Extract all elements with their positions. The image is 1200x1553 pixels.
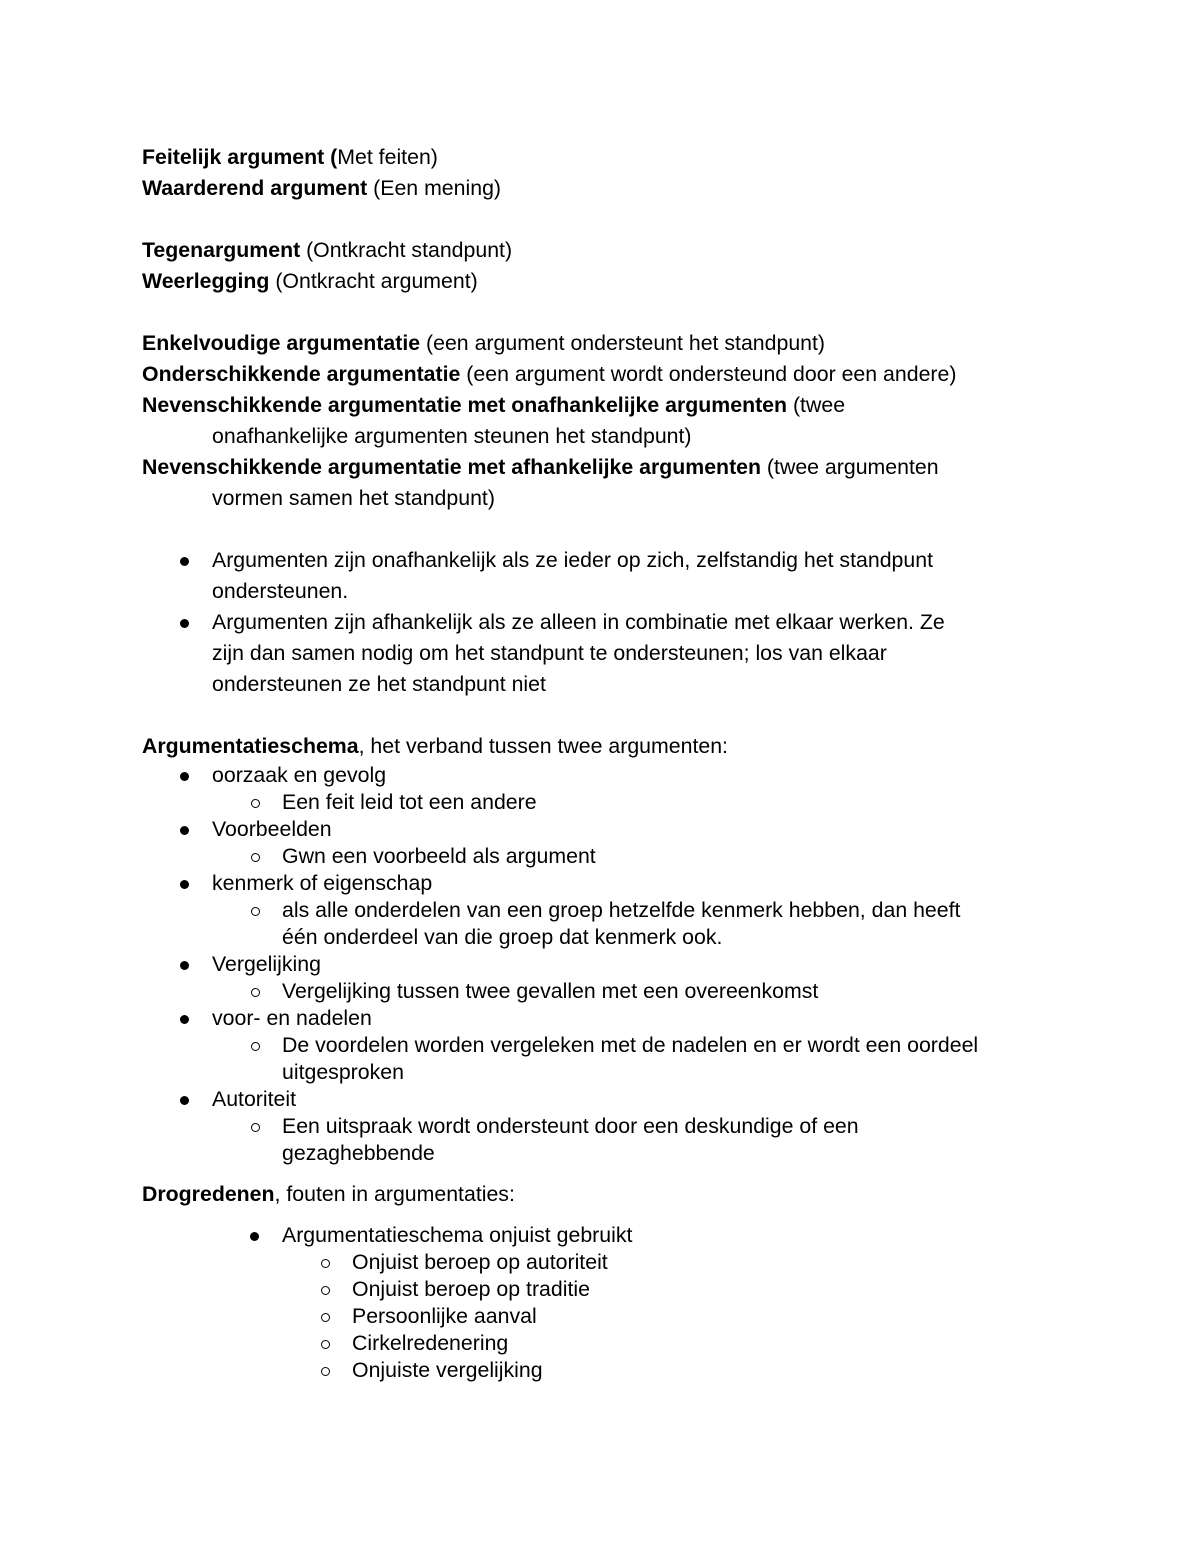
sub-list-item-continuation: één onderdeel van die groep dat kenmerk ook. [282,925,723,949]
section-heading-argumentatieschema [142,731,1062,762]
circle-bullet-icon [321,1367,330,1376]
definition-onderschikkend [142,359,1062,390]
sub-list-item: Onjuist beroep op traditie [142,1276,1062,1303]
sub-list-item: Een feit leid tot een andere [142,789,1062,816]
circle-bullet-icon [251,853,260,862]
circle-bullet-icon [251,907,260,916]
definition-tegenargument [142,235,1062,266]
bullet-icon [180,880,189,889]
description: , het verband tussen twee argumenten: [358,734,728,758]
definition-feitelijk [142,142,1062,173]
term: Nevenschikkende argumentatie met onafhankelijke argumenten [142,393,788,417]
description: onafhankelijke argumenten steunen het standpunt) [212,424,692,448]
term: Enkelvoudige argumentatie [142,331,421,355]
document-page [142,142,1062,1384]
description: Met feiten) [337,145,438,169]
circle-bullet-icon [251,1123,260,1132]
description: (Ontkracht argument) [269,269,478,293]
list-item: Autoriteit [142,1086,1062,1113]
circle-bullet-icon [251,1042,260,1051]
bullet-icon [180,557,189,566]
bullet-icon [180,1015,189,1024]
definition-continuation [142,421,1062,452]
description: (een argument wordt ondersteund door een andere) [460,362,957,386]
circle-bullet-icon [321,1286,330,1295]
section-heading-drogredenen [142,1179,1062,1210]
sub-list-item: De voordelen worden vergeleken met de nadelen en er wordt een oordeel [142,1032,1062,1059]
list-item: Voorbeelden [142,816,1062,843]
term: Drogredenen [142,1182,275,1206]
bullet-icon [180,619,189,628]
sub-list-item: Onjuiste vergelijking [142,1357,1062,1384]
schema-list [142,762,1062,1167]
description: (twee argumenten [761,455,939,479]
sub-list-item: Gwn een voorbeeld als argument [142,843,1062,870]
term: Feitelijk argument ( [142,145,338,169]
bullet-icon [250,1232,259,1241]
circle-bullet-icon [251,799,260,808]
list-item: voor- en nadelen [142,1005,1062,1032]
description: vormen samen het standpunt) [212,486,495,510]
bullet-icon [180,961,189,970]
sub-list-item: Cirkelredenering [142,1330,1062,1357]
sub-list-item: Onjuist beroep op autoriteit [142,1249,1062,1276]
note-list [142,545,1062,700]
description: (Een mening) [367,176,502,200]
circle-bullet-icon [251,988,260,997]
sub-list-item: als alle onderdelen van een groep hetzelfde kenmerk hebben, dan heeft [142,897,1062,924]
sub-list-item: Een uitspraak wordt ondersteunt door een deskundige of een [142,1113,1062,1140]
sub-list-item-continuation: uitgesproken [282,1060,404,1084]
definition-continuation [142,483,1062,514]
list-item: Vergelijking [142,951,1062,978]
definition-weerlegging [142,266,1062,297]
list-item: Argumenten zijn onafhankelijk als ze ieder op zich, zelfstandig het standpunt ondersteunen. [142,545,1062,607]
list-item: kenmerk of eigenschap [142,870,1062,897]
bullet-icon [180,1096,189,1105]
sub-list-item: Vergelijking tussen twee gevallen met een overeenkomst [142,978,1062,1005]
term: Waarderend argument [142,176,368,200]
drogredenen-list [142,1222,1062,1384]
bullet-icon [180,826,189,835]
term: Weerlegging [142,269,270,293]
list-item: Argumenten zijn afhankelijk als ze alleen in combinatie met elkaar werken. Ze zijn dan samen nodig om het standpunt te ondersteunen; los van elkaar ondersteunen ze het standpunt niet [142,607,1062,700]
definition-nevenschikkend-afhankelijk [142,452,1062,483]
term: Tegenargument [142,238,301,262]
description: , fouten in argumentaties: [274,1182,515,1206]
term: Argumentatieschema [142,734,359,758]
definition-enkelvoudig [142,328,1062,359]
bullet-icon [180,772,189,781]
description: (een argument ondersteunt het standpunt) [420,331,826,355]
description: (Ontkracht standpunt) [300,238,513,262]
term: Nevenschikkende argumentatie met afhankelijke argumenten [142,455,762,479]
definition-nevenschikkend-onafhankelijk [142,390,1062,421]
sub-list-item-continuation: gezaghebbende [282,1141,435,1165]
term: Onderschikkende argumentatie [142,362,461,386]
circle-bullet-icon [321,1340,330,1349]
list-item: Argumentatieschema onjuist gebruikt [142,1222,1062,1249]
circle-bullet-icon [321,1313,330,1322]
list-item: oorzaak en gevolg [142,762,1062,789]
description: (twee [787,393,846,417]
circle-bullet-icon [321,1259,330,1268]
sub-list-item: Persoonlijke aanval [142,1303,1062,1330]
definition-waarderend [142,173,1062,204]
